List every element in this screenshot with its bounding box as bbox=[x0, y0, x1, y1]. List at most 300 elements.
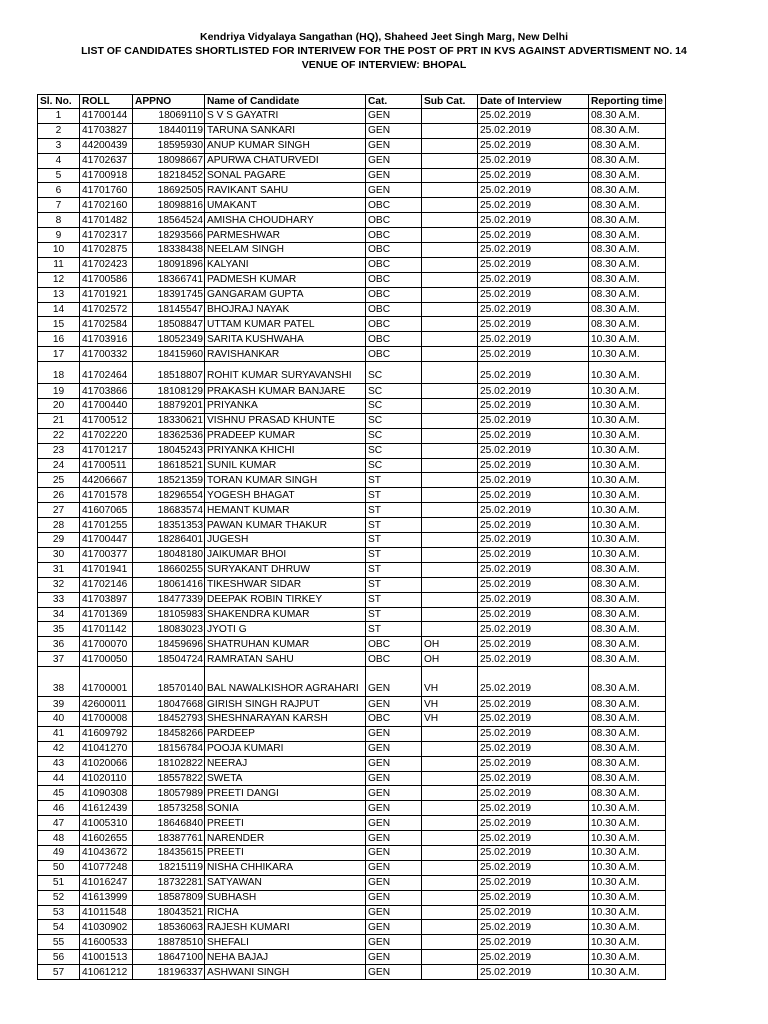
cell-reporting-time: 10.30 A.M. bbox=[589, 860, 666, 875]
table-row bbox=[38, 473, 666, 488]
cell-sub-category bbox=[422, 622, 478, 637]
cell-sl-no: 25 bbox=[38, 473, 80, 488]
cell-sl-no: 8 bbox=[38, 213, 80, 228]
cell-roll: 41701482 bbox=[80, 213, 133, 228]
table-row bbox=[38, 168, 666, 183]
cell-sl-no: 45 bbox=[38, 786, 80, 801]
cell-roll: 41701760 bbox=[80, 183, 133, 198]
cell-interview-date: 25.02.2019 bbox=[478, 965, 589, 980]
cell-sub-category bbox=[422, 920, 478, 935]
cell-name: PRAKASH KUMAR BANJARE bbox=[205, 384, 366, 399]
cell-name: RAVISHANKAR bbox=[205, 347, 366, 362]
table-header-row bbox=[38, 95, 666, 109]
cell-reporting-time: 08.30 A.M. bbox=[589, 123, 666, 138]
cell-appno: 18452793 bbox=[133, 711, 205, 726]
cell-sub-category bbox=[422, 302, 478, 317]
cell-appno: 18660255 bbox=[133, 562, 205, 577]
cell-category: OBC bbox=[366, 637, 422, 652]
table-row bbox=[38, 756, 666, 771]
cell-sl-no: 18 bbox=[38, 362, 80, 384]
cell-sub-category bbox=[422, 726, 478, 741]
cell-roll: 41700050 bbox=[80, 652, 133, 667]
cell-name: BAL NAWALKISHOR AGRAHARI bbox=[205, 667, 366, 697]
cell-sl-no: 4 bbox=[38, 153, 80, 168]
cell-sub-category bbox=[422, 228, 478, 243]
cell-sl-no: 24 bbox=[38, 458, 80, 473]
cell-appno: 18043521 bbox=[133, 905, 205, 920]
cell-roll: 41700332 bbox=[80, 347, 133, 362]
cell-category: ST bbox=[366, 577, 422, 592]
cell-name: NEERAJ bbox=[205, 756, 366, 771]
cell-appno: 18351353 bbox=[133, 518, 205, 533]
cell-name: UTTAM KUMAR PATEL bbox=[205, 317, 366, 332]
table-row bbox=[38, 577, 666, 592]
cell-interview-date: 25.02.2019 bbox=[478, 503, 589, 518]
cell-sl-no: 22 bbox=[38, 428, 80, 443]
table-row bbox=[38, 622, 666, 637]
cell-category: SC bbox=[366, 458, 422, 473]
cell-interview-date: 25.02.2019 bbox=[478, 272, 589, 287]
cell-sub-category bbox=[422, 503, 478, 518]
cell-name: BHOJRAJ NAYAK bbox=[205, 302, 366, 317]
cell-roll: 41703897 bbox=[80, 592, 133, 607]
cell-appno: 18692505 bbox=[133, 183, 205, 198]
cell-reporting-time: 10.30 A.M. bbox=[589, 950, 666, 965]
cell-roll: 41700070 bbox=[80, 637, 133, 652]
cell-category: ST bbox=[366, 503, 422, 518]
cell-category: ST bbox=[366, 518, 422, 533]
cell-sub-category bbox=[422, 547, 478, 562]
table-row bbox=[38, 399, 666, 414]
cell-name: SUBHASH bbox=[205, 890, 366, 905]
cell-category: OBC bbox=[366, 652, 422, 667]
col-header-subcat: Sub Cat. bbox=[422, 95, 478, 109]
table-row bbox=[38, 123, 666, 138]
cell-name: JAIKUMAR BHOI bbox=[205, 547, 366, 562]
cell-roll: 41613999 bbox=[80, 890, 133, 905]
cell-roll: 41702317 bbox=[80, 228, 133, 243]
cell-sl-no: 1 bbox=[38, 109, 80, 124]
cell-name: SHAKENDRA KUMAR bbox=[205, 607, 366, 622]
cell-interview-date: 25.02.2019 bbox=[478, 801, 589, 816]
cell-category: GEN bbox=[366, 905, 422, 920]
cell-name: RAMRATAN SAHU bbox=[205, 652, 366, 667]
cell-sl-no: 40 bbox=[38, 711, 80, 726]
cell-roll: 41703916 bbox=[80, 332, 133, 347]
table-row bbox=[38, 652, 666, 667]
table-row bbox=[38, 786, 666, 801]
cell-category: ST bbox=[366, 547, 422, 562]
cell-sl-no: 49 bbox=[38, 845, 80, 860]
cell-sub-category bbox=[422, 786, 478, 801]
cell-category: GEN bbox=[366, 697, 422, 712]
cell-interview-date: 25.02.2019 bbox=[478, 458, 589, 473]
cell-sub-category: VH bbox=[422, 711, 478, 726]
cell-category: ST bbox=[366, 622, 422, 637]
cell-roll: 41702584 bbox=[80, 317, 133, 332]
table-row bbox=[38, 845, 666, 860]
cell-sub-category bbox=[422, 413, 478, 428]
cell-sl-no: 32 bbox=[38, 577, 80, 592]
cell-reporting-time: 10.30 A.M. bbox=[589, 473, 666, 488]
cell-roll: 41702220 bbox=[80, 428, 133, 443]
cell-appno: 18098816 bbox=[133, 198, 205, 213]
cell-roll: 41702572 bbox=[80, 302, 133, 317]
cell-appno: 18458266 bbox=[133, 726, 205, 741]
cell-category: OBC bbox=[366, 243, 422, 258]
cell-name: SONIA bbox=[205, 801, 366, 816]
cell-name: RICHA bbox=[205, 905, 366, 920]
cell-sub-category bbox=[422, 741, 478, 756]
cell-category: OBC bbox=[366, 213, 422, 228]
cell-category: GEN bbox=[366, 831, 422, 846]
cell-category: GEN bbox=[366, 816, 422, 831]
cell-roll: 41011548 bbox=[80, 905, 133, 920]
cell-sub-category bbox=[422, 213, 478, 228]
cell-sub-category bbox=[422, 332, 478, 347]
cell-category: GEN bbox=[366, 726, 422, 741]
cell-category: GEN bbox=[366, 965, 422, 980]
cell-reporting-time: 08.30 A.M. bbox=[589, 257, 666, 272]
cell-reporting-time: 10.30 A.M. bbox=[589, 831, 666, 846]
cell-appno: 18145547 bbox=[133, 302, 205, 317]
cell-appno: 18415960 bbox=[133, 347, 205, 362]
cell-name: NARENDER bbox=[205, 831, 366, 846]
header-organization: Kendriya Vidyalaya Sangathan (HQ), Shaheed Jeet Singh Marg, New Delhi bbox=[200, 31, 568, 43]
cell-name: SWETA bbox=[205, 771, 366, 786]
cell-reporting-time: 10.30 A.M. bbox=[589, 845, 666, 860]
cell-sub-category bbox=[422, 399, 478, 414]
cell-roll: 41700377 bbox=[80, 547, 133, 562]
cell-appno: 18069110 bbox=[133, 109, 205, 124]
cell-roll: 41700008 bbox=[80, 711, 133, 726]
cell-appno: 18508847 bbox=[133, 317, 205, 332]
cell-appno: 18573258 bbox=[133, 801, 205, 816]
cell-roll: 41602655 bbox=[80, 831, 133, 846]
cell-category: GEN bbox=[366, 183, 422, 198]
cell-name: APURWA CHATURVEDI bbox=[205, 153, 366, 168]
cell-category: SC bbox=[366, 384, 422, 399]
cell-interview-date: 25.02.2019 bbox=[478, 547, 589, 562]
cell-appno: 18587809 bbox=[133, 890, 205, 905]
cell-sl-no: 11 bbox=[38, 257, 80, 272]
cell-appno: 18387761 bbox=[133, 831, 205, 846]
cell-reporting-time: 10.30 A.M. bbox=[589, 413, 666, 428]
cell-reporting-time: 10.30 A.M. bbox=[589, 547, 666, 562]
cell-sub-category bbox=[422, 317, 478, 332]
cell-sub-category bbox=[422, 243, 478, 258]
cell-category: GEN bbox=[366, 786, 422, 801]
cell-reporting-time: 08.30 A.M. bbox=[589, 153, 666, 168]
table-row bbox=[38, 228, 666, 243]
cell-category: GEN bbox=[366, 920, 422, 935]
table-row bbox=[38, 801, 666, 816]
cell-reporting-time: 10.30 A.M. bbox=[589, 935, 666, 950]
cell-appno: 18048180 bbox=[133, 547, 205, 562]
cell-reporting-time: 08.30 A.M. bbox=[589, 622, 666, 637]
cell-appno: 18477339 bbox=[133, 592, 205, 607]
cell-interview-date: 25.02.2019 bbox=[478, 667, 589, 697]
col-header-date: Date of Interview bbox=[478, 95, 589, 109]
cell-reporting-time: 08.30 A.M. bbox=[589, 756, 666, 771]
cell-reporting-time: 10.30 A.M. bbox=[589, 801, 666, 816]
cell-sub-category bbox=[422, 257, 478, 272]
cell-sub-category bbox=[422, 362, 478, 384]
cell-sl-no: 16 bbox=[38, 332, 80, 347]
cell-sub-category bbox=[422, 198, 478, 213]
cell-reporting-time: 08.30 A.M. bbox=[589, 213, 666, 228]
cell-appno: 18878510 bbox=[133, 935, 205, 950]
cell-reporting-time: 10.30 A.M. bbox=[589, 347, 666, 362]
cell-sub-category bbox=[422, 950, 478, 965]
cell-category: GEN bbox=[366, 845, 422, 860]
cell-category: ST bbox=[366, 562, 422, 577]
cell-name: PARMESHWAR bbox=[205, 228, 366, 243]
cell-interview-date: 25.02.2019 bbox=[478, 920, 589, 935]
table-row bbox=[38, 711, 666, 726]
cell-sl-no: 29 bbox=[38, 533, 80, 548]
cell-interview-date: 25.02.2019 bbox=[478, 831, 589, 846]
cell-roll: 41702146 bbox=[80, 577, 133, 592]
cell-name: SHEFALI bbox=[205, 935, 366, 950]
cell-interview-date: 25.02.2019 bbox=[478, 109, 589, 124]
cell-sl-no: 52 bbox=[38, 890, 80, 905]
cell-roll: 41701142 bbox=[80, 622, 133, 637]
cell-name: POOJA KUMARI bbox=[205, 741, 366, 756]
cell-name: SHATRUHAN KUMAR bbox=[205, 637, 366, 652]
cell-roll: 41001513 bbox=[80, 950, 133, 965]
cell-sl-no: 44 bbox=[38, 771, 80, 786]
table-row bbox=[38, 503, 666, 518]
cell-sub-category bbox=[422, 965, 478, 980]
cell-appno: 18595930 bbox=[133, 138, 205, 153]
cell-name: SONAL PAGARE bbox=[205, 168, 366, 183]
cell-interview-date: 25.02.2019 bbox=[478, 413, 589, 428]
cell-reporting-time: 10.30 A.M. bbox=[589, 890, 666, 905]
cell-name: JUGESH bbox=[205, 533, 366, 548]
cell-sub-category bbox=[422, 473, 478, 488]
col-header-cat: Cat. bbox=[366, 95, 422, 109]
table-row bbox=[38, 547, 666, 562]
table-row bbox=[38, 875, 666, 890]
cell-sub-category bbox=[422, 756, 478, 771]
table-row bbox=[38, 287, 666, 302]
cell-appno: 18435615 bbox=[133, 845, 205, 860]
cell-appno: 18647100 bbox=[133, 950, 205, 965]
cell-interview-date: 25.02.2019 bbox=[478, 875, 589, 890]
cell-reporting-time: 10.30 A.M. bbox=[589, 905, 666, 920]
cell-roll: 41030902 bbox=[80, 920, 133, 935]
cell-roll: 41701369 bbox=[80, 607, 133, 622]
cell-roll: 41700586 bbox=[80, 272, 133, 287]
cell-category: GEN bbox=[366, 123, 422, 138]
cell-reporting-time: 10.30 A.M. bbox=[589, 443, 666, 458]
cell-interview-date: 25.02.2019 bbox=[478, 860, 589, 875]
cell-appno: 18391745 bbox=[133, 287, 205, 302]
cell-interview-date: 25.02.2019 bbox=[478, 488, 589, 503]
cell-name: UMAKANT bbox=[205, 198, 366, 213]
cell-sl-no: 36 bbox=[38, 637, 80, 652]
cell-reporting-time: 08.30 A.M. bbox=[589, 243, 666, 258]
cell-name: PREETI DANGI bbox=[205, 786, 366, 801]
cell-reporting-time: 08.30 A.M. bbox=[589, 183, 666, 198]
cell-name: PARDEEP bbox=[205, 726, 366, 741]
cell-name: PRADEEP KUMAR bbox=[205, 428, 366, 443]
cell-roll: 41700144 bbox=[80, 109, 133, 124]
cell-category: ST bbox=[366, 592, 422, 607]
document-header bbox=[0, 30, 768, 72]
cell-name: PAWAN KUMAR THAKUR bbox=[205, 518, 366, 533]
cell-name: HEMANT KUMAR bbox=[205, 503, 366, 518]
table-row bbox=[38, 592, 666, 607]
cell-reporting-time: 08.30 A.M. bbox=[589, 228, 666, 243]
cell-interview-date: 25.02.2019 bbox=[478, 228, 589, 243]
cell-name: YOGESH BHAGAT bbox=[205, 488, 366, 503]
cell-category: GEN bbox=[366, 771, 422, 786]
cell-appno: 18732281 bbox=[133, 875, 205, 890]
cell-appno: 18518807 bbox=[133, 362, 205, 384]
cell-category: GEN bbox=[366, 109, 422, 124]
cell-appno: 18052349 bbox=[133, 332, 205, 347]
cell-sub-category bbox=[422, 183, 478, 198]
cell-sl-no: 9 bbox=[38, 228, 80, 243]
cell-interview-date: 25.02.2019 bbox=[478, 123, 589, 138]
cell-category: ST bbox=[366, 488, 422, 503]
cell-sl-no: 38 bbox=[38, 667, 80, 697]
cell-reporting-time: 10.30 A.M. bbox=[589, 332, 666, 347]
cell-interview-date: 25.02.2019 bbox=[478, 950, 589, 965]
cell-name: PRIYANKA bbox=[205, 399, 366, 414]
cell-name: JYOTI G bbox=[205, 622, 366, 637]
cell-roll: 41607065 bbox=[80, 503, 133, 518]
cell-interview-date: 25.02.2019 bbox=[478, 652, 589, 667]
cell-reporting-time: 08.30 A.M. bbox=[589, 302, 666, 317]
table-row bbox=[38, 771, 666, 786]
cell-roll: 41020110 bbox=[80, 771, 133, 786]
cell-interview-date: 25.02.2019 bbox=[478, 243, 589, 258]
cell-sl-no: 14 bbox=[38, 302, 80, 317]
cell-name: ROHIT KUMAR SURYAVANSHI bbox=[205, 362, 366, 384]
cell-name: RAJESH KUMARI bbox=[205, 920, 366, 935]
cell-sl-no: 15 bbox=[38, 317, 80, 332]
cell-name: PREETI bbox=[205, 816, 366, 831]
cell-reporting-time: 08.30 A.M. bbox=[589, 667, 666, 697]
cell-sub-category bbox=[422, 488, 478, 503]
cell-interview-date: 25.02.2019 bbox=[478, 816, 589, 831]
cell-name: SURYAKANT DHRUW bbox=[205, 562, 366, 577]
cell-name: TARUNA SANKARI bbox=[205, 123, 366, 138]
cell-category: OBC bbox=[366, 257, 422, 272]
cell-sl-no: 43 bbox=[38, 756, 80, 771]
cell-interview-date: 25.02.2019 bbox=[478, 287, 589, 302]
cell-reporting-time: 10.30 A.M. bbox=[589, 518, 666, 533]
cell-sl-no: 46 bbox=[38, 801, 80, 816]
table-row bbox=[38, 347, 666, 362]
cell-reporting-time: 08.30 A.M. bbox=[589, 652, 666, 667]
cell-name: NEHA BAJAJ bbox=[205, 950, 366, 965]
cell-category: OBC bbox=[366, 228, 422, 243]
cell-appno: 18879201 bbox=[133, 399, 205, 414]
cell-appno: 18440119 bbox=[133, 123, 205, 138]
cell-interview-date: 25.02.2019 bbox=[478, 518, 589, 533]
cell-roll: 41700447 bbox=[80, 533, 133, 548]
table-row bbox=[38, 428, 666, 443]
cell-appno: 18521359 bbox=[133, 473, 205, 488]
cell-sl-no: 26 bbox=[38, 488, 80, 503]
cell-sl-no: 31 bbox=[38, 562, 80, 577]
cell-interview-date: 25.02.2019 bbox=[478, 935, 589, 950]
table-row bbox=[38, 443, 666, 458]
table-row bbox=[38, 332, 666, 347]
cell-category: OBC bbox=[366, 272, 422, 287]
cell-sl-no: 56 bbox=[38, 950, 80, 965]
table-row bbox=[38, 667, 666, 697]
cell-category: OBC bbox=[366, 332, 422, 347]
cell-category: GEN bbox=[366, 935, 422, 950]
table-row bbox=[38, 458, 666, 473]
table-row bbox=[38, 935, 666, 950]
cell-category: OBC bbox=[366, 287, 422, 302]
cell-reporting-time: 08.30 A.M. bbox=[589, 287, 666, 302]
cell-name: PRIYANKA KHICHI bbox=[205, 443, 366, 458]
cell-appno: 18061416 bbox=[133, 577, 205, 592]
table-row bbox=[38, 905, 666, 920]
cell-appno: 18338438 bbox=[133, 243, 205, 258]
cell-name: PREETI bbox=[205, 845, 366, 860]
cell-sl-no: 55 bbox=[38, 935, 80, 950]
cell-sub-category bbox=[422, 562, 478, 577]
cell-reporting-time: 08.30 A.M. bbox=[589, 607, 666, 622]
cell-interview-date: 25.02.2019 bbox=[478, 138, 589, 153]
cell-roll: 41701578 bbox=[80, 488, 133, 503]
cell-interview-date: 25.02.2019 bbox=[478, 905, 589, 920]
cell-sub-category: OH bbox=[422, 637, 478, 652]
cell-roll: 41041270 bbox=[80, 741, 133, 756]
cell-interview-date: 25.02.2019 bbox=[478, 845, 589, 860]
cell-interview-date: 25.02.2019 bbox=[478, 607, 589, 622]
cell-category: OBC bbox=[366, 302, 422, 317]
table-row bbox=[38, 741, 666, 756]
cell-name: GIRISH SINGH RAJPUT bbox=[205, 697, 366, 712]
table-row bbox=[38, 533, 666, 548]
cell-sub-category: VH bbox=[422, 697, 478, 712]
cell-interview-date: 25.02.2019 bbox=[478, 213, 589, 228]
cell-reporting-time: 10.30 A.M. bbox=[589, 965, 666, 980]
cell-interview-date: 25.02.2019 bbox=[478, 592, 589, 607]
cell-category: OBC bbox=[366, 347, 422, 362]
cell-roll: 41700001 bbox=[80, 667, 133, 697]
cell-roll: 41700440 bbox=[80, 399, 133, 414]
cell-sub-category bbox=[422, 771, 478, 786]
cell-name: KALYANI bbox=[205, 257, 366, 272]
cell-name: NISHA CHHIKARA bbox=[205, 860, 366, 875]
cell-interview-date: 25.02.2019 bbox=[478, 347, 589, 362]
cell-name: DEEPAK ROBIN TIRKEY bbox=[205, 592, 366, 607]
cell-sub-category bbox=[422, 816, 478, 831]
cell-sl-no: 6 bbox=[38, 183, 80, 198]
cell-reporting-time: 08.30 A.M. bbox=[589, 637, 666, 652]
cell-name: VISHNU PRASAD KHUNTE bbox=[205, 413, 366, 428]
cell-sub-category bbox=[422, 860, 478, 875]
cell-sub-category: VH bbox=[422, 667, 478, 697]
cell-sl-no: 27 bbox=[38, 503, 80, 518]
cell-interview-date: 25.02.2019 bbox=[478, 302, 589, 317]
cell-sub-category bbox=[422, 168, 478, 183]
table-row bbox=[38, 890, 666, 905]
cell-name: AMISHA CHOUDHARY bbox=[205, 213, 366, 228]
cell-interview-date: 25.02.2019 bbox=[478, 399, 589, 414]
cell-sub-category bbox=[422, 845, 478, 860]
